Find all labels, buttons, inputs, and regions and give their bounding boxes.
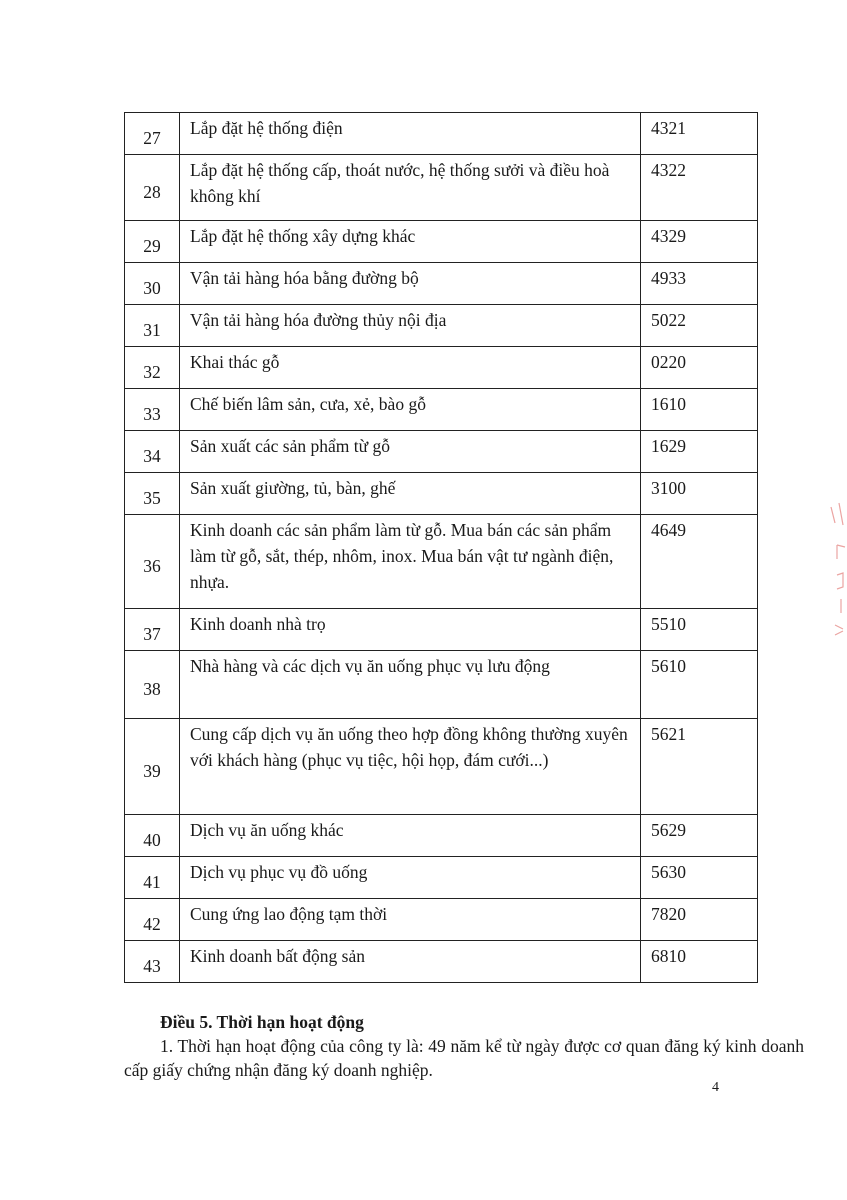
article-5-section: [124, 1010, 804, 1082]
stamp-icon: [817, 495, 847, 655]
activity-code: 7820: [641, 899, 758, 941]
activity-code: 1610: [641, 389, 758, 431]
row-number: 32: [125, 347, 180, 389]
activity-name: Khai thác gỗ: [180, 347, 641, 389]
activity-code: 4322: [641, 155, 758, 221]
page-number: 4: [712, 1080, 719, 1095]
table-row: [125, 305, 758, 347]
row-number: 38: [125, 651, 180, 719]
activity-code: 5630: [641, 857, 758, 899]
section-paragraph: 1. Thời hạn hoạt động của công ty là: 49 năm kể từ ngày được cơ quan đăng ký kinh doanh cấp giấy chứng nhận đăng ký doanh nghiệp.: [124, 1036, 804, 1080]
activity-name: Chế biến lâm sản, cưa, xẻ, bào gỗ: [180, 389, 641, 431]
activity-name: Dịch vụ ăn uống khác: [180, 815, 641, 857]
activity-code: 4329: [641, 221, 758, 263]
row-number: 33: [125, 389, 180, 431]
activity-code: 0220: [641, 347, 758, 389]
table-body: [125, 113, 758, 983]
row-number: 37: [125, 609, 180, 651]
row-number: 28: [125, 155, 180, 221]
row-number: 27: [125, 113, 180, 155]
activity-code: 5610: [641, 651, 758, 719]
activity-name: Kinh doanh các sản phẩm làm từ gỗ. Mua bán các sản phẩm làm từ gỗ, sắt, thép, nhôm, inox. Mua bán vật tư ngành điện, nhựa.: [180, 515, 641, 609]
activity-name: Vận tải hàng hóa bằng đường bộ: [180, 263, 641, 305]
activity-name: Lắp đặt hệ thống xây dựng khác: [180, 221, 641, 263]
activity-name: Sản xuất giường, tủ, bàn, ghế: [180, 473, 641, 515]
row-number: 29: [125, 221, 180, 263]
row-number: 40: [125, 815, 180, 857]
table-row: [125, 389, 758, 431]
row-number: 42: [125, 899, 180, 941]
activity-name: Kinh doanh nhà trọ: [180, 609, 641, 651]
activity-name: Kinh doanh bất động sản: [180, 941, 641, 983]
row-number: 43: [125, 941, 180, 983]
business-activities-table: [124, 112, 758, 983]
table-row: [125, 515, 758, 609]
row-number: 30: [125, 263, 180, 305]
table-row: [125, 347, 758, 389]
table-row: [125, 941, 758, 983]
table-row: [125, 431, 758, 473]
table-row: [125, 473, 758, 515]
activity-code: 5022: [641, 305, 758, 347]
activity-name: Vận tải hàng hóa đường thủy nội địa: [180, 305, 641, 347]
activity-name: Lắp đặt hệ thống điện: [180, 113, 641, 155]
activity-name: Dịch vụ phục vụ đồ uống: [180, 857, 641, 899]
activity-name: Nhà hàng và các dịch vụ ăn uống phục vụ lưu động: [180, 651, 641, 719]
table-row: [125, 857, 758, 899]
red-stamp-fragment: [817, 495, 847, 663]
table-row: [125, 719, 758, 815]
table-row: [125, 155, 758, 221]
activity-code: 5629: [641, 815, 758, 857]
activity-name: Cung cấp dịch vụ ăn uống theo hợp đồng không thường xuyên với khách hàng (phục vụ tiệc, hội họp, đám cưới...): [180, 719, 641, 815]
activity-code: 1629: [641, 431, 758, 473]
activity-name: Lắp đặt hệ thống cấp, thoát nước, hệ thống sưởi và điều hoà không khí: [180, 155, 641, 221]
table-row: [125, 221, 758, 263]
activity-code: 4321: [641, 113, 758, 155]
row-number: 41: [125, 857, 180, 899]
activity-code: 4649: [641, 515, 758, 609]
table-row: [125, 815, 758, 857]
activity-code: 3100: [641, 473, 758, 515]
row-number: 31: [125, 305, 180, 347]
activity-code: 6810: [641, 941, 758, 983]
table-row: [125, 651, 758, 719]
activity-name: Sản xuất các sản phẩm từ gỗ: [180, 431, 641, 473]
table-row: [125, 263, 758, 305]
section-title: Điều 5. Thời hạn hoạt động: [160, 1012, 364, 1032]
activity-code: 5510: [641, 609, 758, 651]
table-row: [125, 899, 758, 941]
table-row: [125, 113, 758, 155]
row-number: 35: [125, 473, 180, 515]
row-number: 36: [125, 515, 180, 609]
row-number: 34: [125, 431, 180, 473]
row-number: 39: [125, 719, 180, 815]
activity-code: 4933: [641, 263, 758, 305]
activity-code: 5621: [641, 719, 758, 815]
activity-name: Cung ứng lao động tạm thời: [180, 899, 641, 941]
table-row: [125, 609, 758, 651]
